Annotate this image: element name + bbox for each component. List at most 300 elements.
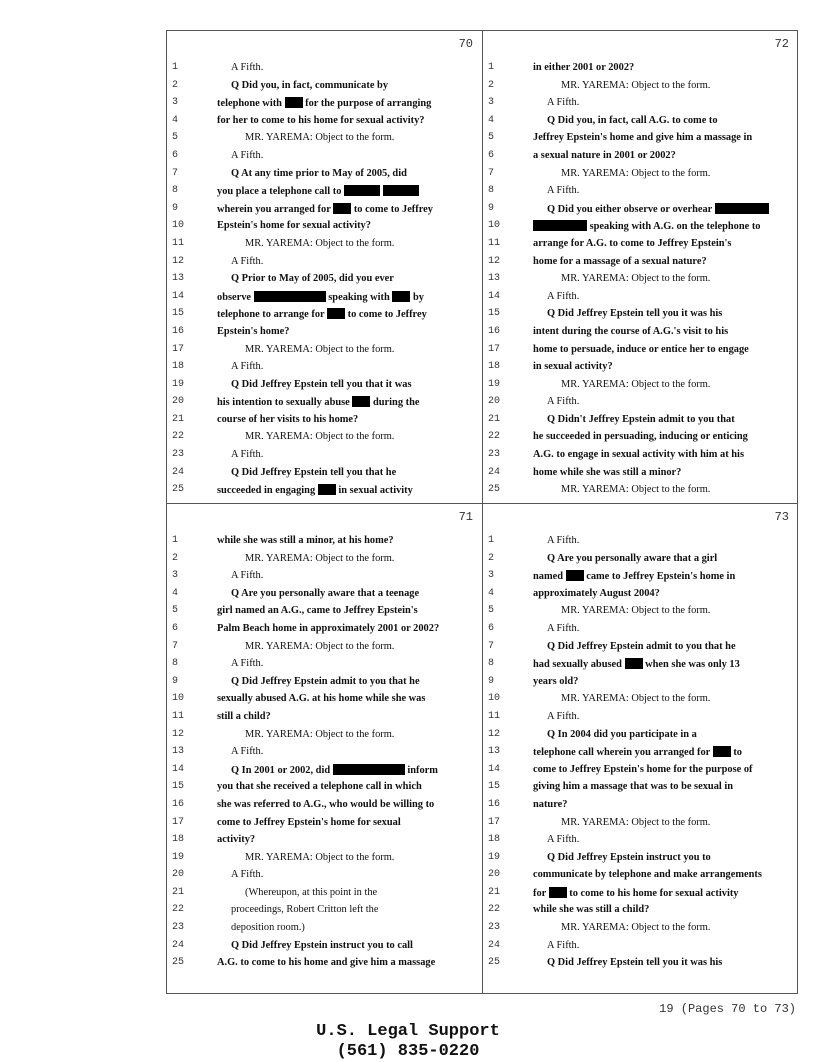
line-text: Q Did you, in fact, communicate by bbox=[231, 79, 389, 91]
line-text: A Fifth. bbox=[547, 535, 580, 546]
line-number: 4 bbox=[172, 114, 179, 126]
redaction-bar bbox=[333, 764, 405, 775]
redaction-bar bbox=[327, 308, 345, 319]
line-text: Q Did Jeffrey Epstein instruct you to bbox=[547, 851, 711, 863]
transcript-line bbox=[167, 552, 483, 570]
line-text: MR. YAREMA: Object to the form. bbox=[245, 431, 395, 443]
line-text: girl named an A.G., came to Jeffrey Epstein's bbox=[217, 605, 418, 617]
transcript-line bbox=[483, 657, 799, 675]
line-number: 15 bbox=[488, 308, 501, 320]
line-text: home for a massage of a sexual nature? bbox=[533, 255, 707, 267]
line-text: A Fifth. bbox=[547, 710, 580, 722]
line-text: MR. YAREMA: Object to the form. bbox=[561, 167, 711, 179]
line-number: 23 bbox=[172, 922, 185, 934]
line-number: 10 bbox=[172, 693, 185, 705]
line-number: 23 bbox=[172, 449, 185, 461]
transcript-line bbox=[483, 780, 799, 798]
line-number: 23 bbox=[488, 922, 501, 934]
transcript-line bbox=[483, 255, 799, 273]
transcript-line bbox=[483, 956, 799, 974]
line-number: 3 bbox=[172, 97, 179, 109]
transcript-line bbox=[483, 483, 799, 501]
transcript-line bbox=[483, 921, 799, 939]
line-text: MR. YAREMA: Object to the form. bbox=[561, 693, 711, 705]
line-text: A Fifth. bbox=[231, 62, 264, 73]
redaction-bar bbox=[333, 203, 351, 214]
line-text: A Fifth. bbox=[231, 361, 264, 373]
line-number: 20 bbox=[172, 869, 185, 881]
transcript-line bbox=[167, 763, 483, 781]
line-number: 22 bbox=[172, 904, 185, 916]
line-text: A Fifth. bbox=[547, 185, 580, 197]
line-text: MR. YAREMA: Object to the form. bbox=[561, 79, 711, 91]
transcript-line bbox=[167, 780, 483, 798]
transcript-line bbox=[483, 114, 799, 132]
line-text: come to Jeffrey Epstein's home for the purpose of bbox=[533, 763, 753, 775]
redaction-bar bbox=[285, 97, 303, 108]
page-number: 72 bbox=[774, 37, 789, 51]
line-text: nature? bbox=[533, 798, 568, 810]
line-number: 11 bbox=[488, 237, 501, 249]
transcript-line bbox=[483, 763, 799, 781]
redaction-bar bbox=[566, 570, 584, 581]
line-text: for to come to his home for sexual activity bbox=[533, 887, 739, 899]
transcript-line bbox=[483, 184, 799, 202]
transcript-line bbox=[167, 939, 483, 957]
line-number: 5 bbox=[488, 605, 495, 617]
line-text: activity? bbox=[217, 834, 256, 846]
transcript-line bbox=[167, 692, 483, 710]
transcript-line bbox=[167, 483, 483, 501]
line-number: 10 bbox=[172, 220, 185, 232]
line-number: 8 bbox=[488, 658, 495, 670]
line-number: 12 bbox=[488, 255, 501, 267]
transcript-line bbox=[167, 886, 483, 904]
line-number: 24 bbox=[488, 939, 501, 951]
transcript-line bbox=[167, 657, 483, 675]
transcript-line bbox=[483, 675, 799, 693]
line-number: 8 bbox=[172, 185, 179, 197]
line-text: named came to Jeffrey Epstein's home in bbox=[533, 571, 736, 583]
line-text: A Fifth. bbox=[231, 449, 264, 461]
line-text: MR. YAREMA: Object to the form. bbox=[245, 728, 395, 740]
line-text: A.G. to come to his home and give him a massage bbox=[217, 957, 436, 969]
redaction-bar bbox=[318, 484, 336, 495]
transcript-line bbox=[167, 360, 483, 378]
line-text: still a child? bbox=[217, 710, 271, 722]
line-text: Q Did you, in fact, call A.G. to come to bbox=[547, 114, 718, 126]
line-number: 22 bbox=[488, 431, 501, 443]
line-number: 9 bbox=[172, 675, 179, 687]
transcript-line bbox=[167, 569, 483, 587]
transcript-line bbox=[483, 816, 799, 834]
transcript-line bbox=[483, 622, 799, 640]
line-text: Q In 2004 did you participate in a bbox=[547, 728, 697, 740]
line-text: in sexual activity? bbox=[533, 361, 613, 373]
transcript-line bbox=[483, 466, 799, 484]
line-text: Q Did Jeffrey Epstein tell you it was his bbox=[547, 957, 723, 969]
transcript-line bbox=[483, 903, 799, 921]
line-number: 11 bbox=[172, 710, 185, 722]
transcript-line bbox=[483, 798, 799, 816]
line-text: he succeeded in persuading, inducing or enticing bbox=[533, 431, 748, 443]
transcript-line bbox=[483, 167, 799, 185]
redaction-bar bbox=[713, 746, 731, 757]
transcript-line bbox=[483, 413, 799, 431]
transcript-line bbox=[483, 149, 799, 167]
line-text: giving him a massage that was to be sexual in bbox=[533, 781, 734, 793]
line-number: 18 bbox=[488, 361, 501, 373]
company-phone: (561) 835-0220 bbox=[336, 1042, 480, 1061]
line-text: Q Did Jeffrey Epstein tell you that it was bbox=[231, 378, 412, 390]
line-text: MR. YAREMA: Object to the form. bbox=[245, 640, 395, 652]
line-text: telephone with for the purpose of arranging bbox=[217, 98, 432, 110]
line-text: home to persuade, induce or entice her to engage bbox=[533, 343, 749, 355]
line-number: 3 bbox=[488, 97, 495, 109]
transcript-line bbox=[167, 325, 483, 343]
line-number: 12 bbox=[172, 255, 185, 267]
line-text: A.G. to engage in sexual activity with him at his bbox=[533, 449, 744, 461]
line-text: while she was still a minor, at his home? bbox=[217, 535, 394, 546]
transcript-line bbox=[167, 237, 483, 255]
redaction-bar bbox=[715, 203, 769, 214]
line-number: 20 bbox=[488, 869, 501, 881]
line-text: telephone to arrange for to come to Jeffrey bbox=[217, 309, 427, 321]
line-text: A Fifth. bbox=[231, 658, 264, 670]
line-number: 2 bbox=[488, 552, 495, 564]
line-number: 3 bbox=[488, 570, 495, 582]
line-text: Q Are you personally aware that a teenage bbox=[231, 587, 420, 599]
line-number: 3 bbox=[172, 570, 179, 582]
transcript-line bbox=[483, 430, 799, 448]
line-number: 16 bbox=[488, 325, 501, 337]
transcript-line bbox=[167, 149, 483, 167]
line-number: 14 bbox=[172, 290, 185, 302]
transcript-line bbox=[483, 692, 799, 710]
transcript-line bbox=[167, 448, 483, 466]
line-text: wherein you arranged for to come to Jeffrey bbox=[217, 203, 433, 215]
line-text: while she was still a child? bbox=[533, 904, 650, 916]
line-number: 5 bbox=[172, 605, 179, 617]
transcript-line bbox=[483, 290, 799, 308]
line-text: Q Did Jeffrey Epstein admit to you that he bbox=[231, 675, 420, 687]
transcript-line bbox=[483, 96, 799, 114]
line-text: Q Prior to May of 2005, did you ever bbox=[231, 273, 394, 285]
line-number: 14 bbox=[488, 763, 501, 775]
transcript-line bbox=[483, 79, 799, 97]
redaction-bar bbox=[392, 291, 410, 302]
line-number: 24 bbox=[172, 466, 185, 478]
transcript-line bbox=[483, 886, 799, 904]
transcript-line bbox=[483, 851, 799, 869]
line-number: 4 bbox=[488, 587, 495, 599]
line-number: 15 bbox=[172, 781, 185, 793]
line-number: 25 bbox=[172, 957, 185, 969]
line-number: 24 bbox=[488, 466, 501, 478]
line-text: for her to come to his home for sexual activity? bbox=[217, 114, 425, 126]
transcript-line bbox=[167, 534, 483, 552]
line-text: Q Did Jeffrey Epstein tell you that he bbox=[231, 466, 397, 478]
line-number: 13 bbox=[488, 746, 501, 758]
line-text: intent during the course of A.G.'s visit to his bbox=[533, 325, 729, 337]
line-text: A Fifth. bbox=[547, 622, 580, 634]
line-number: 4 bbox=[172, 587, 179, 599]
line-text: MR. YAREMA: Object to the form. bbox=[245, 851, 395, 863]
line-text: Epstein's home for sexual activity? bbox=[217, 220, 371, 232]
line-text: deposition room.) bbox=[231, 922, 305, 934]
line-number: 9 bbox=[488, 202, 495, 214]
line-number: 9 bbox=[172, 202, 179, 214]
line-number: 10 bbox=[488, 693, 501, 705]
transcript-line bbox=[167, 272, 483, 290]
page-lines bbox=[167, 61, 483, 501]
line-text: sexually abused A.G. at his home while she was bbox=[217, 693, 426, 705]
line-number: 25 bbox=[488, 957, 501, 969]
line-text: A Fifth. bbox=[231, 746, 264, 758]
page-number: 71 bbox=[458, 510, 473, 524]
transcript-line bbox=[483, 131, 799, 149]
redaction-bar bbox=[383, 185, 419, 196]
transcript-line bbox=[483, 343, 799, 361]
line-number: 8 bbox=[488, 185, 495, 197]
transcript-line bbox=[167, 131, 483, 149]
transcript-line bbox=[167, 921, 483, 939]
line-number: 21 bbox=[488, 886, 501, 898]
page-range-label: 19 (Pages 70 to 73) bbox=[659, 1002, 796, 1016]
line-text: A Fifth. bbox=[547, 834, 580, 846]
line-number: 18 bbox=[488, 834, 501, 846]
line-number: 6 bbox=[488, 622, 495, 634]
transcript-line bbox=[483, 448, 799, 466]
line-number: 4 bbox=[488, 114, 495, 126]
line-text: A Fifth. bbox=[231, 570, 264, 582]
line-text: MR. YAREMA: Object to the form. bbox=[245, 132, 395, 144]
page-number: 73 bbox=[774, 510, 789, 524]
line-number: 5 bbox=[172, 132, 179, 144]
line-number: 8 bbox=[172, 658, 179, 670]
line-text: she was referred to A.G., who would be willing to bbox=[217, 798, 435, 810]
line-text: (Whereupon, at this point in the bbox=[245, 886, 378, 898]
line-text: A Fifth. bbox=[547, 290, 580, 302]
transcript-line bbox=[167, 816, 483, 834]
line-text: in either 2001 or 2002? bbox=[533, 62, 635, 73]
transcript-line bbox=[483, 640, 799, 658]
line-text: observe speaking with by bbox=[217, 291, 424, 303]
line-number: 24 bbox=[172, 939, 185, 951]
line-text: Q In 2001 or 2002, did inform bbox=[231, 764, 438, 776]
line-text: MR. YAREMA: Object to the form. bbox=[245, 343, 395, 355]
line-number: 16 bbox=[172, 798, 185, 810]
line-number: 10 bbox=[488, 220, 501, 232]
line-text: A Fifth. bbox=[547, 396, 580, 408]
line-text: course of her visits to his home? bbox=[217, 413, 359, 425]
transcript-line bbox=[483, 325, 799, 343]
line-number: 21 bbox=[488, 413, 501, 425]
transcript-line bbox=[167, 413, 483, 431]
line-number: 15 bbox=[172, 308, 185, 320]
redaction-bar bbox=[625, 658, 643, 669]
line-number: 11 bbox=[488, 710, 501, 722]
transcript-line bbox=[483, 728, 799, 746]
line-text: speaking with A.G. on the telephone to bbox=[533, 220, 793, 232]
line-number: 6 bbox=[488, 149, 495, 161]
line-number: 1 bbox=[488, 535, 495, 546]
line-text: had sexually abused when she was only 13 bbox=[533, 659, 740, 671]
line-number: 19 bbox=[172, 851, 185, 863]
transcript-sheet bbox=[166, 30, 798, 994]
line-number: 20 bbox=[172, 396, 185, 408]
line-text: A Fifth. bbox=[231, 869, 264, 881]
transcript-line bbox=[483, 552, 799, 570]
line-text: arrange for A.G. to come to Jeffrey Epstein's bbox=[533, 237, 732, 249]
transcript-line bbox=[167, 395, 483, 413]
line-number: 25 bbox=[172, 484, 185, 496]
line-number: 9 bbox=[488, 675, 495, 687]
line-number: 23 bbox=[488, 449, 501, 461]
line-number: 21 bbox=[172, 413, 185, 425]
transcript-line bbox=[483, 360, 799, 378]
line-number: 18 bbox=[172, 361, 185, 373]
transcript-line bbox=[167, 956, 483, 974]
line-number: 6 bbox=[172, 622, 179, 634]
line-text: a sexual nature in 2001 or 2002? bbox=[533, 149, 676, 161]
line-number: 17 bbox=[488, 343, 501, 355]
transcript-page-72 bbox=[483, 31, 799, 503]
transcript-line bbox=[167, 640, 483, 658]
transcript-line bbox=[167, 868, 483, 886]
transcript-line bbox=[483, 604, 799, 622]
line-number: 16 bbox=[488, 798, 501, 810]
line-number: 7 bbox=[172, 640, 179, 652]
line-number: 17 bbox=[172, 343, 185, 355]
line-number: 6 bbox=[172, 149, 179, 161]
line-number: 2 bbox=[172, 552, 179, 564]
line-number: 17 bbox=[488, 816, 501, 828]
line-text: A Fifth. bbox=[547, 939, 580, 951]
line-text: home while she was still a minor? bbox=[533, 466, 682, 478]
transcript-line bbox=[167, 61, 483, 79]
transcript-line bbox=[167, 675, 483, 693]
transcript-line bbox=[167, 114, 483, 132]
transcript-line bbox=[167, 430, 483, 448]
page-lines bbox=[483, 61, 799, 501]
line-text: Q At any time prior to May of 2005, did bbox=[231, 167, 407, 179]
transcript-line bbox=[167, 604, 483, 622]
transcript-line bbox=[483, 534, 799, 552]
transcript-line bbox=[167, 290, 483, 308]
line-number: 17 bbox=[172, 816, 185, 828]
line-text: MR. YAREMA: Object to the form. bbox=[245, 237, 395, 249]
line-text: come to Jeffrey Epstein's home for sexual bbox=[217, 816, 401, 828]
line-number: 2 bbox=[172, 79, 179, 91]
transcript-line bbox=[167, 798, 483, 816]
line-text: Epstein's home? bbox=[217, 325, 290, 337]
transcript-line bbox=[167, 184, 483, 202]
transcript-line bbox=[483, 219, 799, 237]
transcript-line bbox=[167, 167, 483, 185]
transcript-line bbox=[167, 202, 483, 220]
line-number: 15 bbox=[488, 781, 501, 793]
transcript-line bbox=[483, 939, 799, 957]
transcript-line bbox=[483, 378, 799, 396]
line-text: Q Did Jeffrey Epstein admit to you that he bbox=[547, 640, 736, 652]
transcript-line bbox=[483, 868, 799, 886]
transcript-line bbox=[483, 587, 799, 605]
redaction-bar bbox=[254, 291, 326, 302]
line-text: proceedings, Robert Critton left the bbox=[231, 904, 379, 916]
line-number: 18 bbox=[172, 834, 185, 846]
line-number: 1 bbox=[172, 535, 179, 546]
line-text: you place a telephone call to bbox=[217, 185, 477, 197]
page-number: 70 bbox=[458, 37, 473, 51]
line-number: 13 bbox=[172, 273, 185, 285]
transcript-line bbox=[167, 728, 483, 746]
line-number: 14 bbox=[488, 290, 501, 302]
line-text: communicate by telephone and make arrangements bbox=[533, 869, 762, 881]
transcript-line bbox=[483, 307, 799, 325]
transcript-line bbox=[167, 587, 483, 605]
transcript-line bbox=[167, 622, 483, 640]
line-number: 7 bbox=[488, 640, 495, 652]
transcript-line bbox=[167, 851, 483, 869]
line-text: Q Did Jeffrey Epstein tell you it was his bbox=[547, 308, 723, 320]
transcript-line bbox=[167, 710, 483, 728]
line-number: 1 bbox=[172, 62, 179, 73]
line-text: MR. YAREMA: Object to the form. bbox=[561, 484, 711, 496]
transcript-line bbox=[483, 569, 799, 587]
transcript-line bbox=[167, 833, 483, 851]
redaction-bar bbox=[533, 220, 587, 231]
line-text: you that she received a telephone call in which bbox=[217, 781, 422, 793]
transcript-line bbox=[167, 219, 483, 237]
line-text: approximately August 2004? bbox=[533, 587, 660, 599]
transcript-line bbox=[483, 61, 799, 79]
line-text: Q Are you personally aware that a girl bbox=[547, 552, 718, 564]
line-text: MR. YAREMA: Object to the form. bbox=[561, 605, 711, 617]
line-number: 12 bbox=[172, 728, 185, 740]
redaction-bar bbox=[352, 396, 370, 407]
transcript-line bbox=[167, 96, 483, 114]
line-text: MR. YAREMA: Object to the form. bbox=[245, 552, 395, 564]
line-number: 20 bbox=[488, 396, 501, 408]
transcript-line bbox=[167, 343, 483, 361]
line-text: years old? bbox=[533, 675, 579, 687]
transcript-line bbox=[167, 466, 483, 484]
transcript-line bbox=[483, 202, 799, 220]
company-name: U.S. Legal Support bbox=[316, 1022, 500, 1041]
transcript-line bbox=[167, 79, 483, 97]
transcript-line bbox=[167, 307, 483, 325]
line-text: A Fifth. bbox=[547, 97, 580, 109]
line-text: MR. YAREMA: Object to the form. bbox=[561, 922, 711, 934]
line-number: 13 bbox=[488, 273, 501, 285]
line-text: Jeffrey Epstein's home and give him a massage in bbox=[533, 132, 753, 144]
line-text: succeeded in engaging in sexual activity bbox=[217, 485, 413, 497]
line-text: Q Didn't Jeffrey Epstein admit to you that bbox=[547, 413, 735, 425]
transcript-page-70 bbox=[167, 31, 483, 503]
line-text: Q Did you either observe or overhear bbox=[533, 203, 793, 215]
transcript-line bbox=[483, 237, 799, 255]
transcript-line bbox=[483, 272, 799, 290]
line-text: MR. YAREMA: Object to the form. bbox=[561, 273, 711, 285]
line-text: A Fifth. bbox=[231, 149, 264, 161]
line-number: 22 bbox=[488, 904, 501, 916]
line-number: 19 bbox=[488, 378, 501, 390]
line-number: 25 bbox=[488, 484, 501, 496]
line-number: 7 bbox=[488, 167, 495, 179]
line-number: 1 bbox=[488, 62, 495, 73]
line-text: Palm Beach home in approximately 2001 or 2002? bbox=[217, 622, 440, 634]
